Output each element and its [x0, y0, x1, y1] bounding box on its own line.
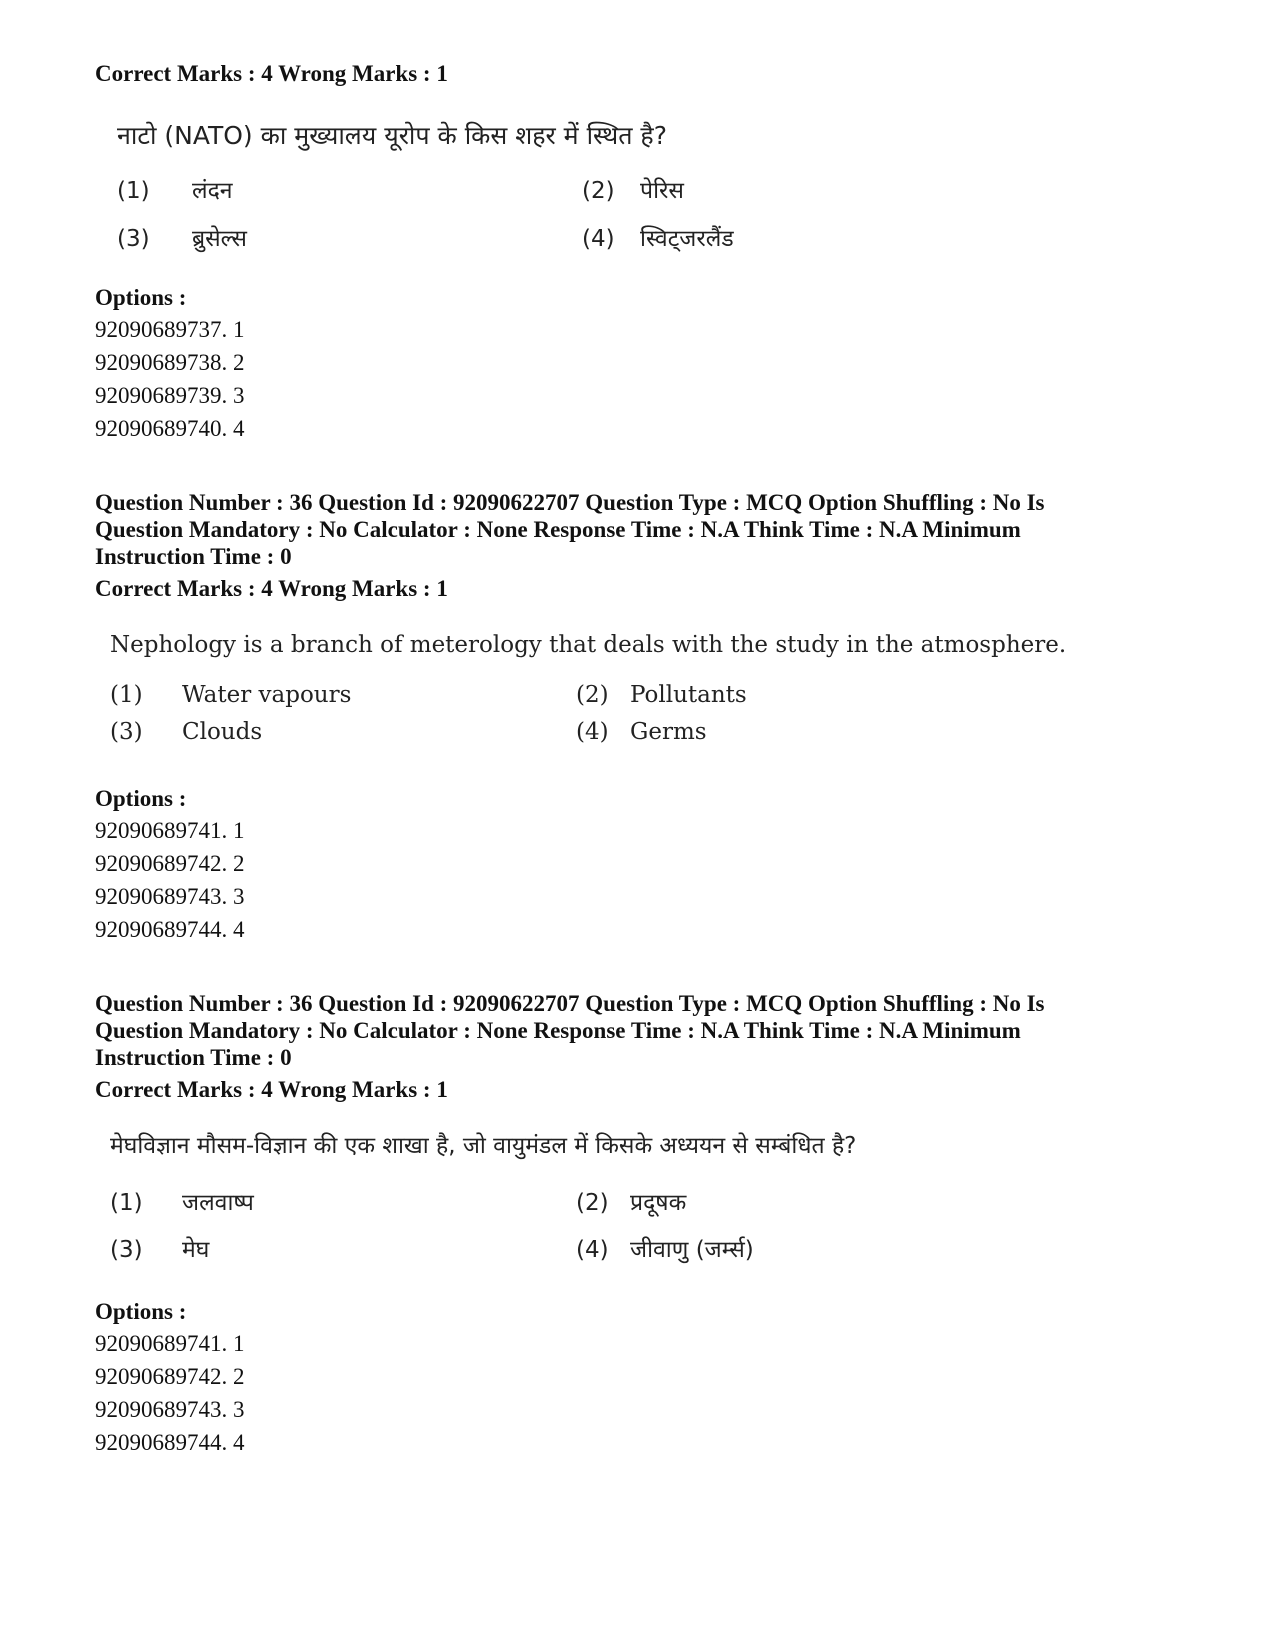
question-text: Nephology is a branch of meterology that deals with the study in the atmosphere.	[110, 632, 1067, 658]
choice-4: (4) स्विट्जरलैंड	[582, 226, 734, 252]
choice-4: (4) Germs	[576, 719, 707, 745]
list-item: 92090689744. 4	[95, 917, 245, 942]
options-list	[95, 814, 245, 946]
options-label: Options :	[95, 1299, 187, 1324]
choice-3: (3) ब्रुसेल्स	[117, 226, 247, 252]
choice-1: (1) Water vapours	[110, 682, 352, 708]
list-item: 92090689742. 2	[95, 1364, 245, 1389]
choice-1: (1) जलवाष्प	[110, 1190, 254, 1216]
list-item: 92090689743. 3	[95, 1397, 245, 1422]
list-item: 92090689740. 4	[95, 416, 245, 441]
list-item: 92090689741. 1	[95, 1331, 245, 1356]
marks-line: Correct Marks : 4 Wrong Marks : 1	[95, 576, 448, 601]
marks-line: Correct Marks : 4 Wrong Marks : 1	[95, 1077, 448, 1102]
list-item: 92090689737. 1	[95, 317, 245, 342]
choice-2: (2) प्रदूषक	[576, 1190, 687, 1216]
question-meta: Question Number : 36 Question Id : 92090622707 Question Type : MCQ Option Shuffling : No Is Question Mandatory : No Calculator : None Response Time : N.A Think Time : N.A Minimum Instruction Time : 0	[95, 991, 1045, 1070]
question-text: नाटो (NATO) का मुख्यालय यूरोप के किस शहर में स्थित है?	[117, 121, 667, 150]
choice-2: (2) Pollutants	[576, 682, 747, 708]
list-item: 92090689738. 2	[95, 350, 245, 375]
choice-4: (4) जीवाणु (जर्म्स)	[576, 1237, 754, 1263]
options-label: Options :	[95, 285, 187, 310]
list-item: 92090689743. 3	[95, 884, 245, 909]
choice-2: (2) पेरिस	[582, 178, 684, 204]
options-list	[95, 313, 245, 445]
list-item: 92090689744. 4	[95, 1430, 245, 1455]
question-meta: Question Number : 36 Question Id : 92090622707 Question Type : MCQ Option Shuffling : No Is Question Mandatory : No Calculator : None Response Time : N.A Think Time : N.A Minimum Instruction Time : 0	[95, 490, 1045, 569]
choice-1: (1) लंदन	[117, 178, 233, 204]
list-item: 92090689742. 2	[95, 851, 245, 876]
options-list	[95, 1327, 245, 1459]
marks-line: Correct Marks : 4 Wrong Marks : 1	[95, 61, 448, 86]
choice-3: (3) मेघ	[110, 1237, 210, 1263]
options-label: Options :	[95, 786, 187, 811]
question-text: मेघविज्ञान मौसम-विज्ञान की एक शाखा है, जो वायुमंडल में किसके अध्ययन से सम्बंधित है?	[110, 1133, 857, 1159]
list-item: 92090689739. 3	[95, 383, 245, 408]
choice-3: (3) Clouds	[110, 719, 263, 745]
list-item: 92090689741. 1	[95, 818, 245, 843]
